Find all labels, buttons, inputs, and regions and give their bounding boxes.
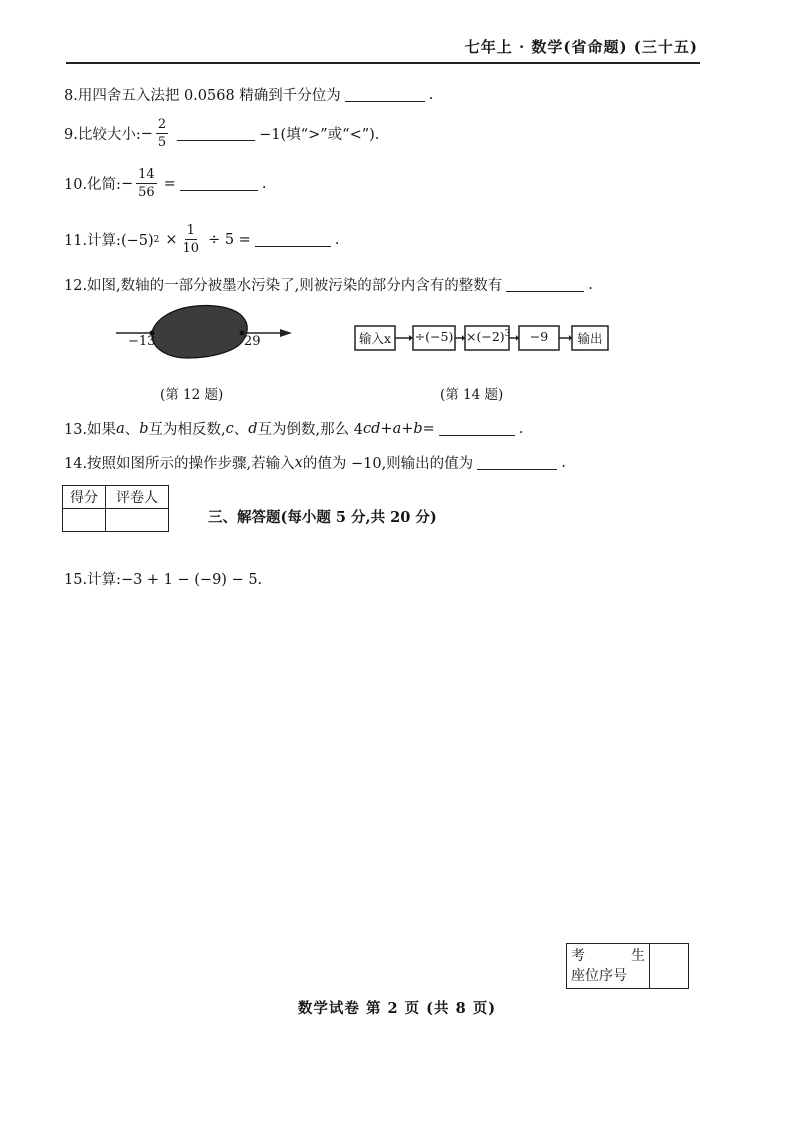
page-header: 七年上 · 数学(省命题) (三十五) bbox=[464, 38, 698, 56]
separator: 、 bbox=[124, 422, 140, 438]
exponent: 2 bbox=[153, 234, 160, 245]
fraction-1-10 bbox=[181, 224, 202, 255]
score-cell[interactable] bbox=[63, 509, 106, 532]
number-line-figure bbox=[112, 300, 302, 364]
var-b: b bbox=[413, 420, 423, 437]
grader-header: 评卷人 bbox=[106, 486, 169, 509]
number-line-arrow bbox=[280, 329, 292, 337]
var-x: x bbox=[294, 454, 303, 471]
flow-label-subtract: −9 bbox=[529, 329, 549, 344]
flow-label-multiply bbox=[466, 329, 511, 345]
question-8-text: 8.用四舍五入法把 0.0568 精确到千分位为 bbox=[64, 88, 341, 104]
fraction-14-56 bbox=[136, 168, 157, 199]
var-a: a bbox=[116, 420, 125, 437]
separator: 、 bbox=[233, 422, 249, 438]
question-11-end: . bbox=[334, 231, 340, 248]
seat-number-box bbox=[566, 943, 689, 989]
var-a: a bbox=[392, 420, 402, 437]
seat-label-sheng: 生 bbox=[631, 948, 645, 964]
question-9-sign: − bbox=[140, 125, 153, 142]
fraction-denominator: 5 bbox=[157, 135, 167, 150]
score-table bbox=[62, 485, 169, 532]
question-10-sign: − bbox=[120, 175, 134, 192]
question-13 bbox=[64, 418, 523, 439]
question-9-suffix: −1(填“>”或“<”). bbox=[259, 127, 380, 143]
seat-label-kao: 考 bbox=[571, 948, 585, 964]
answer-blank-13[interactable] bbox=[439, 421, 515, 436]
answer-blank-11[interactable] bbox=[255, 232, 331, 247]
question-14 bbox=[64, 452, 566, 473]
page-footer: 数学试卷 第 2 页 (共 8 页) bbox=[297, 1000, 497, 1017]
question-13-text-2: 互为相反数, bbox=[148, 422, 226, 438]
question-8 bbox=[64, 84, 433, 105]
figure-14-caption: (第 14 题) bbox=[440, 387, 504, 403]
question-10-prefix: 10.化简: bbox=[64, 177, 121, 193]
ink-blot bbox=[152, 305, 247, 358]
question-8-end: . bbox=[428, 86, 434, 103]
equals-sign: = bbox=[163, 175, 176, 192]
flow-label-multiply-text: ×(−2) bbox=[466, 329, 505, 345]
figure-12-caption: (第 12 题) bbox=[160, 387, 224, 403]
question-9-prefix: 9.比较大小: bbox=[64, 127, 141, 143]
number-line-right-label: 29 bbox=[244, 334, 261, 349]
score-header: 得分 bbox=[63, 486, 106, 509]
seat-number-cell[interactable] bbox=[650, 944, 689, 989]
question-12 bbox=[64, 274, 593, 295]
header-rule bbox=[66, 62, 700, 64]
grader-cell[interactable] bbox=[106, 509, 169, 532]
var-d: d bbox=[248, 420, 258, 437]
fraction-denominator: 10 bbox=[182, 241, 200, 256]
flow-label-output: 输出 bbox=[577, 331, 603, 346]
equals-sign: = bbox=[422, 420, 435, 437]
flow-label-input: 输入x bbox=[358, 331, 392, 346]
flow-label-divide: ÷(−5) bbox=[414, 329, 454, 344]
answer-blank-9[interactable] bbox=[177, 126, 255, 141]
section-3-title: 三、解答题(每小题 5 分,共 20 分) bbox=[208, 509, 437, 526]
seat-label-cell bbox=[567, 944, 650, 989]
fraction-2-5 bbox=[156, 118, 168, 149]
answer-blank-14[interactable] bbox=[477, 455, 557, 470]
seat-label-line-1 bbox=[571, 946, 645, 966]
question-13-text-3: 互为倒数,那么 4 bbox=[257, 422, 363, 438]
fraction-denominator: 56 bbox=[138, 185, 155, 200]
question-14-end: . bbox=[561, 454, 566, 471]
seat-label-line-2: 座位序号 bbox=[571, 968, 627, 984]
question-13-text-1: 13.如果 bbox=[64, 422, 117, 438]
fraction-numerator: 1 bbox=[186, 223, 195, 238]
question-15-text: 15.计算:−3 + 1 − (−9) − 5. bbox=[64, 572, 263, 588]
times-sign: × bbox=[165, 231, 178, 248]
answer-blank-12[interactable] bbox=[506, 277, 584, 292]
question-10-end: . bbox=[261, 175, 267, 192]
question-10 bbox=[64, 168, 266, 199]
question-11-suffix: ÷ 5 = bbox=[208, 231, 251, 248]
question-12-end: . bbox=[588, 276, 593, 293]
number-line-left-label: −13 bbox=[128, 334, 156, 349]
question-11-prefix: 11.计算:(−5) bbox=[64, 233, 154, 249]
answer-blank-8[interactable] bbox=[345, 87, 425, 102]
var-c: c bbox=[225, 420, 234, 437]
question-11 bbox=[64, 224, 339, 255]
question-13-end: . bbox=[518, 420, 524, 437]
plus-sign: + bbox=[380, 420, 393, 437]
question-14-text-1: 14.按照如图所示的操作步骤,若输入 bbox=[64, 456, 295, 472]
fraction-numerator: 14 bbox=[138, 167, 155, 182]
question-12-text: 12.如图,数轴的一部分被墨水污染了,则被污染的部分内含有的整数有 bbox=[64, 278, 503, 294]
question-15 bbox=[64, 568, 262, 589]
answer-blank-10[interactable] bbox=[180, 176, 258, 191]
question-14-text-2: 的值为 −10,则输出的值为 bbox=[302, 456, 474, 472]
var-cd: cd bbox=[363, 420, 381, 437]
flow-label-exponent: 3 bbox=[504, 329, 511, 339]
var-b: b bbox=[139, 420, 149, 437]
fraction-numerator: 2 bbox=[157, 117, 167, 132]
question-9 bbox=[64, 118, 379, 149]
plus-sign: + bbox=[401, 420, 414, 437]
